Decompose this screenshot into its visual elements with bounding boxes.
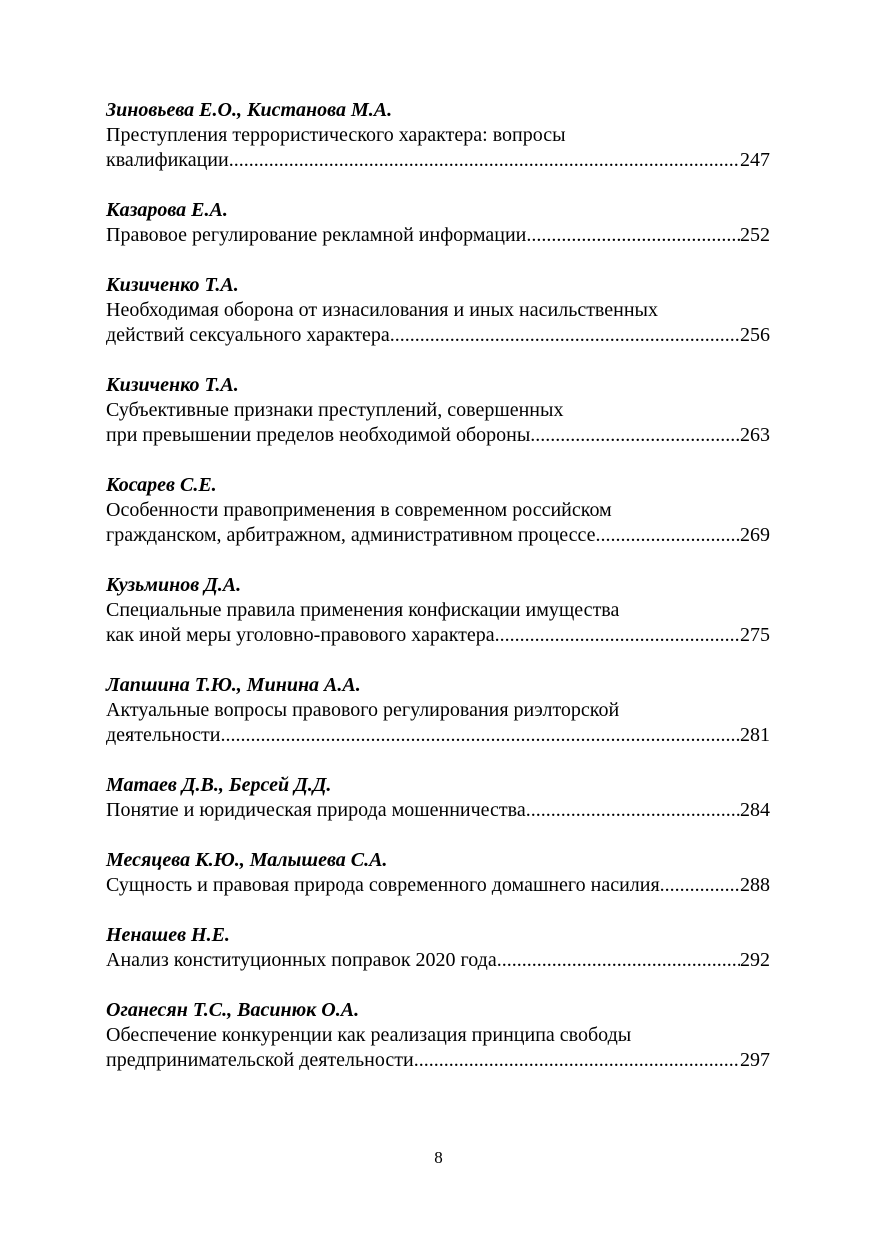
- dot-leader: [526, 798, 740, 823]
- entry-title-last-line: [106, 323, 770, 348]
- entry-title-last-line: [106, 948, 770, 973]
- toc-entry: [106, 273, 770, 348]
- entry-title-last-line: [106, 1048, 770, 1073]
- entry-author: Кизиченко Т.А.: [106, 274, 239, 296]
- entry-page-number: 288: [740, 874, 770, 896]
- toc-entry: [106, 573, 770, 648]
- entry-author: Матаев Д.В., Берсей Д.Д.: [106, 774, 332, 796]
- entry-title-text: квалификации: [106, 149, 229, 171]
- dot-leader: [660, 873, 740, 898]
- entry-title-text: Сущность и правовая природа современного домашнего насилия: [106, 874, 660, 896]
- dot-leader: [530, 423, 740, 448]
- entry-title-text: Правовое регулирование рекламной информации: [106, 224, 527, 246]
- entry-title-last-line: [106, 873, 770, 898]
- entry-page-number: 281: [740, 724, 770, 746]
- entry-author: Казарова Е.А.: [106, 199, 228, 221]
- entry-title-last-line: [106, 148, 770, 173]
- entry-title-text: предпринимательской деятельности: [106, 1049, 414, 1071]
- dot-leader: [390, 323, 740, 348]
- table-of-contents: [106, 98, 770, 1098]
- entry-page-number: 263: [740, 424, 770, 446]
- entry-author: Кизиченко Т.А.: [106, 374, 239, 396]
- entry-page-number: 247: [740, 149, 770, 171]
- entry-page-number: 252: [740, 224, 770, 246]
- entry-title-text: деятельности: [106, 724, 221, 746]
- entry-title-line: Необходимая оборона от изнасилования и иных насильственных: [106, 299, 658, 321]
- dot-leader: [229, 148, 740, 173]
- entry-title-last-line: [106, 223, 770, 248]
- entry-author: Лапшина Т.Ю., Минина А.А.: [106, 674, 361, 696]
- toc-entry: [106, 473, 770, 548]
- entry-title-last-line: [106, 723, 770, 748]
- dot-leader: [495, 623, 740, 648]
- entry-title-text: гражданском, арбитражном, административном процессе: [106, 524, 596, 546]
- entry-title-last-line: [106, 798, 770, 823]
- entry-title-line: Преступления террористического характера: вопросы: [106, 124, 566, 146]
- toc-entry: [106, 673, 770, 748]
- entry-author: Кузьминов Д.А.: [106, 574, 242, 596]
- toc-entry: [106, 848, 770, 898]
- toc-entry: [106, 923, 770, 973]
- entry-title-text: как иной меры уголовно-правового характера: [106, 624, 495, 646]
- dot-leader: [221, 723, 741, 748]
- entry-title-line: Особенности правоприменения в современном российском: [106, 499, 612, 521]
- entry-page-number: 256: [740, 324, 770, 346]
- entry-title-text: Понятие и юридическая природа мошенничества: [106, 799, 526, 821]
- entry-page-number: 297: [740, 1049, 770, 1071]
- entry-title-line: Обеспечение конкуренции как реализация принципа свободы: [106, 1024, 632, 1046]
- entry-author: Ненашев Н.Е.: [106, 924, 230, 946]
- entry-title-line: Специальные правила применения конфискации имущества: [106, 599, 620, 621]
- entry-title-line: Субъективные признаки преступлений, совершенных: [106, 399, 564, 421]
- entry-page-number: 269: [740, 524, 770, 546]
- dot-leader: [526, 223, 740, 248]
- entry-page-number: 292: [740, 949, 770, 971]
- entry-title-line: Актуальные вопросы правового регулирования риэлторской: [106, 699, 620, 721]
- toc-entry: [106, 773, 770, 823]
- entry-title-last-line: [106, 623, 770, 648]
- toc-entry: [106, 373, 770, 448]
- toc-entry: [106, 998, 770, 1073]
- entry-author: Месяцева К.Ю., Малышева С.А.: [106, 849, 388, 871]
- page-number: 8: [434, 1148, 443, 1167]
- entry-page-number: 284: [740, 799, 770, 821]
- toc-entry: [106, 98, 770, 173]
- entry-title-text: при превышении пределов необходимой обороны: [106, 424, 531, 446]
- dot-leader: [414, 1048, 740, 1073]
- entry-author: Косарев С.Е.: [106, 474, 217, 496]
- entry-title-text: Анализ конституционных поправок 2020 года: [106, 949, 497, 971]
- entry-title-last-line: [106, 523, 770, 548]
- entry-title-text: действий сексуального характера: [106, 324, 390, 346]
- entry-title-last-line: [106, 423, 770, 448]
- dot-leader: [595, 523, 740, 548]
- entry-page-number: 275: [740, 624, 770, 646]
- entry-author: Оганесян Т.С., Васинюк О.А.: [106, 999, 360, 1021]
- dot-leader: [497, 948, 740, 973]
- toc-entry: [106, 198, 770, 248]
- entry-author: Зиновьева Е.О., Кистанова М.А.: [106, 99, 393, 121]
